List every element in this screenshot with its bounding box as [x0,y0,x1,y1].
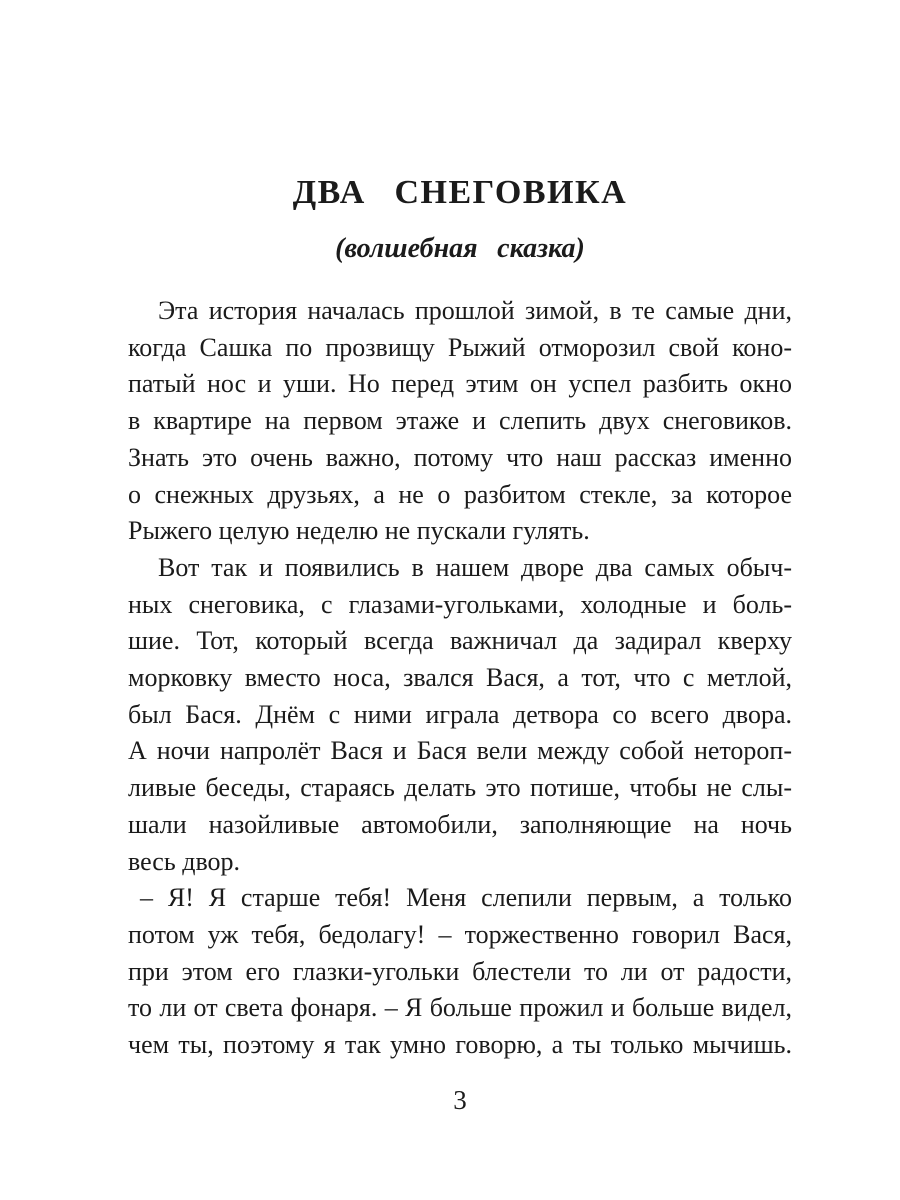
text-line: морковку вместо носа, звался Вася, а тот, что с метлой, [128,663,792,693]
story-title: ДВА СНЕГОВИКА [292,174,628,211]
text-line: потом уж тебя, бедолагу! – торжественно говорил Вася, [128,919,792,949]
text-line: А ночи напролёт Вася и Бася вели между собой нетороп- [128,736,792,766]
paragraph [128,550,792,880]
text-line: Рыжего целую неделю не пускали гулять. [128,516,590,546]
text-line: Вот так и появились в нашем дворе два самых обыч- [158,552,792,582]
text-body [128,293,792,1064]
text-line: шали назойливые автомобили, заполняющие на ночь [128,809,792,839]
text-line: то ли от света фонаря. – Я больше прожил и больше видел, [128,993,792,1023]
text-line: о снежных друзьях, а не о разбитом стекле, за которое [128,479,792,509]
text-line: – Я! Я старше тебя! Меня слепили первым, а только [140,883,792,913]
text-line: когда Сашка по прозвищу Рыжий отморозил свой коно- [128,332,792,362]
text-line: ных снеговика, с глазами-угольками, холодные и боль- [128,589,792,619]
text-line: патый нос и уши. Но перед этим он успел разбить окно [128,369,792,399]
text-line: при этом его глазки-угольки блестели то ли от радости, [128,956,792,986]
text-line: весь двор. [128,846,241,876]
story-subtitle: (волшебная сказка) [335,233,585,264]
text-line: ливые беседы, стараясь делать это потише, чтобы не слы- [128,773,792,803]
page-number: 3 [453,1084,467,1115]
text-line: Эта история началась прошлой зимой, в те самые дни, [158,296,792,325]
paragraph [128,293,792,550]
text-line: в квартире на первом этаже и слепить двух снеговиков. [128,406,792,436]
text-line: Знать это очень важно, потому что наш рассказ именно [128,442,792,472]
text-line: шие. Тот, который всегда важничал да задирал кверху [128,626,792,656]
text-line: чем ты, поэтому я так умно говорю, а ты только мычишь. [128,1030,792,1060]
dialogue-paragraph [128,880,792,1064]
text-line: был Бася. Днём с ними играла детвора со всего двора. [128,699,792,729]
